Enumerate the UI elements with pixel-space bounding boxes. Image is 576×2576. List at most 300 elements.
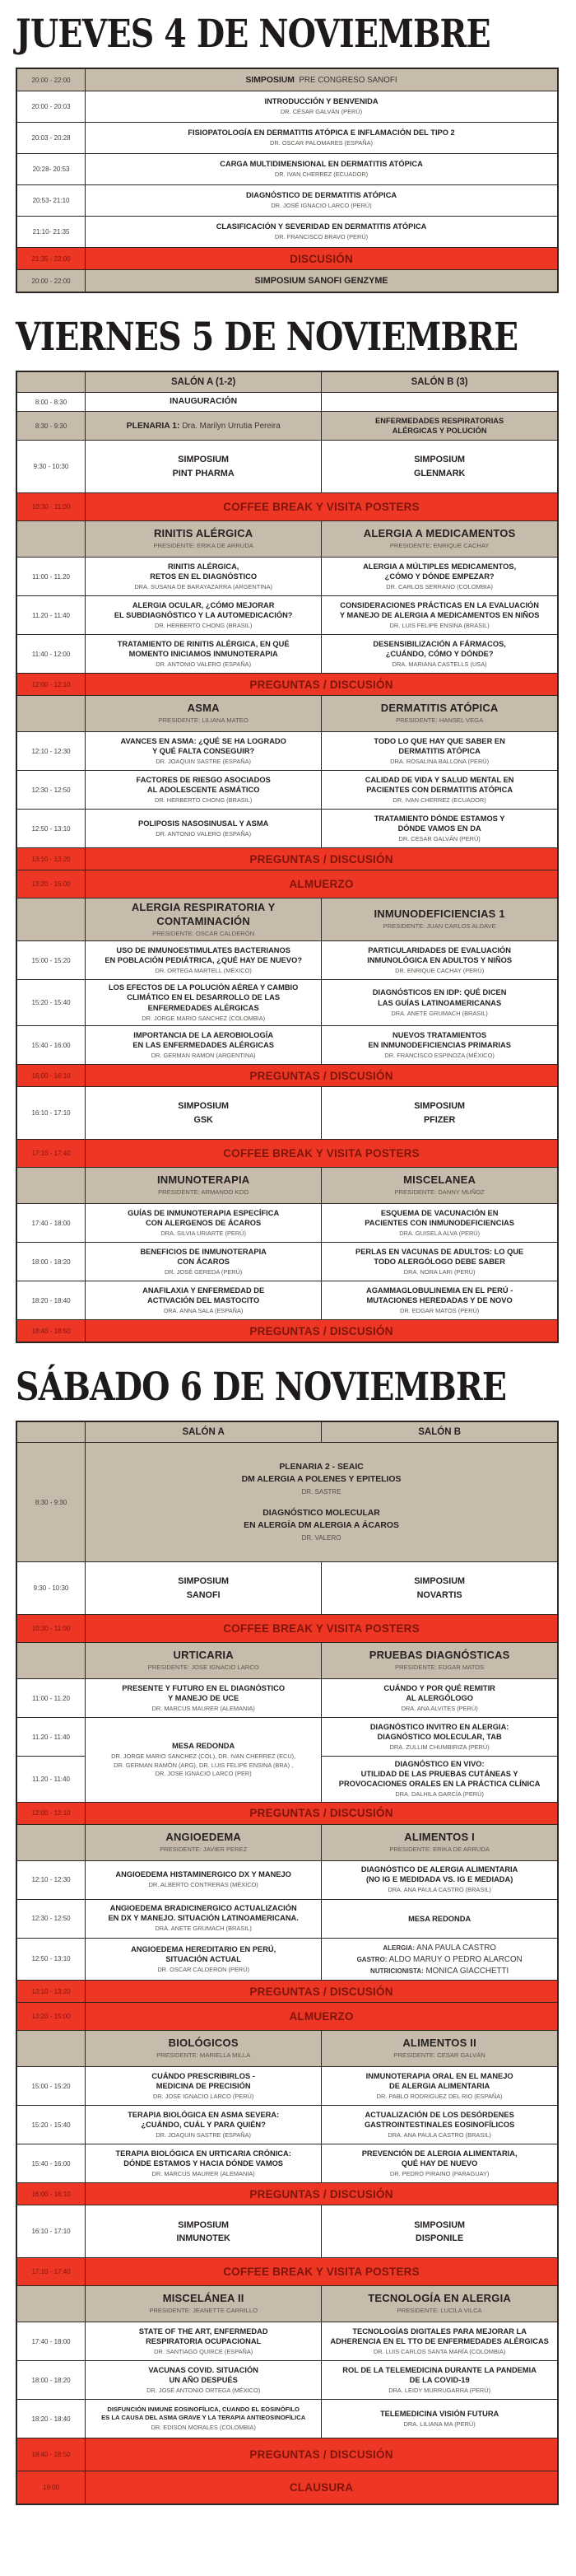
session-speaker: DR. ANTONIO VALERO (ESPAÑA) <box>156 660 252 668</box>
session-cell <box>322 1026 558 1065</box>
session-title: SIMPOSIUM SANOFI GENZYME <box>254 275 388 286</box>
session-cell <box>86 1718 322 1803</box>
session-speaker: DR. FRANCISCO BRAVO (PERÚ) <box>274 233 369 241</box>
session-cell <box>86 393 322 412</box>
plenary-line: DM ALERGIA A POLENES Y EPITELIOS <box>241 1475 402 1485</box>
band-cell: PREGUNTAS / DISCUSIÓN <box>86 2438 558 2471</box>
session-speaker: DR. JOSÉ IGNACIO LARCO (PERÚ) <box>271 202 372 210</box>
session-title: TECNOLOGÍA EN ALERGIA <box>368 2292 511 2305</box>
session-cell <box>322 1824 558 1860</box>
band-cell: COFFEE BREAK Y VISITA POSTERS <box>86 2258 558 2286</box>
session-cell <box>322 2106 558 2144</box>
table-row <box>16 521 558 558</box>
time-cell: 18:40 - 18:50 <box>16 2438 86 2471</box>
table-row <box>16 980 558 1026</box>
session-title: CUÁNDO Y POR QUÉ REMITIR AL ALERGÓLOGO <box>383 1683 495 1702</box>
session-speaker: DR. HERBERTO CHONG (BRASIL) <box>154 621 253 629</box>
session-speaker: DR. CESAR GALVÁN (PERÚ) <box>398 834 481 842</box>
plenary-line: DR. SASTRE <box>301 1487 341 1496</box>
text-segment: PRE CONGRESO SANOFI <box>294 75 397 85</box>
session-title: ANAFILAXIA Y ENFERMEDAD DE ACTIVACIÓN DEL MASTOCITO <box>142 1286 265 1304</box>
time-cell: 15:00 - 15:20 <box>16 2067 86 2106</box>
session-cell <box>86 2361 322 2400</box>
time-cell: 21:10- 21:35 <box>16 217 86 248</box>
band-row <box>16 2438 558 2471</box>
session-cell <box>86 558 322 596</box>
session-title: SIMPOSIUM GLENMARK <box>413 455 466 478</box>
column-header-row <box>16 1421 558 1443</box>
session-speaker: DR. JORGE MARIO SANCHEZ (COLOMBIA) <box>142 1014 266 1022</box>
salon-b-header: SALÓN B <box>322 1421 558 1443</box>
time-cell <box>16 1643 86 1679</box>
time-cell: 12:30 - 12:50 <box>16 771 86 810</box>
day-section-viernes <box>16 315 559 1343</box>
session-speaker: DR. OSCAR PALOMARES (ESPAÑA) <box>270 139 374 147</box>
session-cell <box>86 185 558 217</box>
session-title: CLASIFICACIÓN Y SEVERIDAD EN DERMATITIS ATÓPICA <box>216 222 427 231</box>
session-speaker: PRESIDENTE: JOSE IGNACIO LARCO <box>147 1664 259 1672</box>
session-title <box>90 422 317 431</box>
session-cell <box>86 441 322 493</box>
session-cell <box>322 558 558 596</box>
session-title: ANGIOEDEMA BRADICINERGICO ACTUALIZACIÓN EN DX Y MANEJO. SITUACIÓN LATINOAMERICANA. <box>108 1904 299 1923</box>
time-cell: 15:40 - 16:00 <box>16 1026 86 1065</box>
salon-a-header: SALÓN A <box>86 1421 322 1443</box>
session-cell <box>86 2067 322 2106</box>
table-row <box>16 91 558 123</box>
time-cell: 21:35 - 22:00 <box>16 248 86 270</box>
session-cell <box>322 1168 558 1204</box>
table-row <box>16 1204 558 1243</box>
session-title: MESA REDONDA <box>408 1914 471 1923</box>
session-cell <box>86 596 322 635</box>
session-speaker: DR. JOSÉ GEREDA (PERÚ) <box>164 1267 243 1276</box>
session-cell <box>86 270 558 293</box>
session-speaker: PRESIDENTE: LILIANA MATEO <box>158 716 249 725</box>
session-speaker: DR. EDGAR MATOS (PERÚ) <box>400 1306 480 1314</box>
time-cell <box>16 696 86 732</box>
session-speaker: DR. CÉSAR GALVÁN (PERÚ) <box>280 108 363 116</box>
session-speaker: DRA. ANA PAULA CASTRO (BRASIL) <box>388 1886 491 1894</box>
session-speaker: PRESIDENTE: ENRIQUE CACHAY <box>389 542 490 550</box>
session-title: DERMATITIS ATÓPICA <box>380 702 499 715</box>
schedule-table-viernes <box>16 371 559 1343</box>
text-segment: ANA PAULA CASTRO <box>415 1943 496 1953</box>
session-title: TRATAMIENTO DE RINITIS ALÉRGICA, EN QUÉ MOMENTO INICIAMOS INMUNOTERAPIA <box>117 639 290 658</box>
time-cell: 18:40 - 18:50 <box>16 1320 86 1343</box>
time-cell: 11:00 - 11.20 <box>16 1679 86 1718</box>
time-cell: 16:10 - 17:10 <box>16 1087 86 1140</box>
table-row <box>16 635 558 674</box>
session-cell <box>86 1643 322 1679</box>
session-cell <box>322 1281 558 1320</box>
session-cell <box>86 1938 322 1981</box>
session-speaker: PRESIDENTE: ERIKA DE ARRUDA <box>389 1845 490 1853</box>
session-title: ALIMENTOS I <box>404 1830 475 1843</box>
session-speaker: DR. EDISON MORALES (COLOMBIA) <box>151 2423 256 2431</box>
table-row <box>16 2400 558 2438</box>
session-cell <box>322 1899 558 1938</box>
session-cell <box>322 2205 558 2258</box>
time-cell: 12:10 - 12:30 <box>16 1860 86 1899</box>
session-speaker: PRESIDENTE: CESAR GALVÁN <box>393 2051 485 2060</box>
session-cell <box>86 154 558 185</box>
time-cell: 16:10 - 17:10 <box>16 2205 86 2258</box>
session-cell <box>322 1204 558 1243</box>
session-cell <box>86 941 322 980</box>
session-title: ANGIOEDEMA HISTAMINERGICO DX Y MANEJO <box>115 1870 291 1879</box>
time-cell: 9:30 - 10:30 <box>16 441 86 493</box>
session-cell <box>86 2286 322 2322</box>
band-row <box>16 1802 558 1824</box>
session-title: DIAGNÓSTICO INVITRO EN ALERGIA: DIAGNÓSTICO MOLECULAR, TAB <box>369 1722 509 1741</box>
session-speaker: DR. FRANCISCO ESPINOZA (MÉXICO) <box>384 1051 495 1059</box>
time-cell: 17:10 - 17:40 <box>16 1140 86 1168</box>
session-cell <box>322 2031 558 2067</box>
session-title: SIMPOSIUM NOVARTIS <box>414 1576 466 1600</box>
session-speaker: DRA. MARIANA CASTELLS (USA) <box>392 660 487 668</box>
session-speaker: DRA. DALHILA GARCÍA (PERÚ) <box>395 1790 484 1799</box>
plenary-line: EN ALERGÍA DM ALERGIA A ÁCAROS <box>244 1521 399 1531</box>
band-cell: PREGUNTAS / DISCUSIÓN <box>86 674 558 696</box>
salon-b-header: SALÓN B (3) <box>322 371 558 393</box>
session-title: ACTUALIZACIÓN DE LOS DESÓRDENES GASTROINTESTINALES EOSINOFÍLICOS <box>364 2110 515 2130</box>
plenary-line: PLENARIA 2 - SEAIC <box>279 1462 364 1472</box>
session-title: MISCELANEA <box>403 1174 476 1187</box>
session-cell <box>322 1938 558 1981</box>
session-cell <box>322 771 558 810</box>
session-cell <box>86 732 322 771</box>
session-title: USO DE INMUNOESTIMULATES BACTERIANOS EN POBLACIÓN PEDIÁTRICA, ¿QUÉ HAY DE NUEVO? <box>105 946 302 965</box>
session-cell <box>86 1168 322 1204</box>
session-title: FISIOPATOLOGÍA EN DERMATITIS ATÓPICA E INFLAMACIÓN DEL TIPO 2 <box>188 128 455 138</box>
session-speaker: DRA. GUISELA ALVA (PERÚ) <box>399 1229 481 1237</box>
session-title: RINITIS ALÉRGICA, RETOS EN EL DIAGNÓSTICO <box>150 562 258 581</box>
session-cell <box>322 810 558 848</box>
session-title: ESQUEMA DE VACUNACIÓN EN PACIENTES CON INMUNODEFICIENCIAS <box>365 1208 514 1227</box>
session-title: DIAGNÓSTICOS EN IDP: QUÉ DICEN LAS GUÍAS LATINOAMERICANAS <box>372 988 507 1007</box>
session-title: SIMPOSIUM PINT PHARMA <box>172 455 235 478</box>
table-row <box>16 2361 558 2400</box>
session-cell <box>322 696 558 732</box>
session-cell <box>86 771 322 810</box>
time-cell: 18:20 - 18:40 <box>16 1281 86 1320</box>
time-cell: 20:53- 21:10 <box>16 185 86 217</box>
session-speaker: DR. MARCUS MAURER (ALEMANIA) <box>151 1704 255 1712</box>
session-cell <box>322 1860 558 1899</box>
session-title: VACUNAS COVID. SITUACIÓN UN AÑO DESPUÉS <box>148 2365 258 2385</box>
time-cell <box>16 2031 86 2067</box>
table-row <box>16 393 558 412</box>
session-title: RINITIS ALÉRGICA <box>153 527 253 540</box>
table-row <box>16 1860 558 1899</box>
session-cell <box>86 123 558 154</box>
day-section-jueves <box>16 12 559 293</box>
session-cell <box>86 696 322 732</box>
session-speaker: PRESIDENTE: LUCILA VILCA <box>397 2307 482 2315</box>
session-speaker: DR. ORTEGA MARTELL (MÉXICO) <box>155 967 252 975</box>
time-cell: 20:00 - 20:03 <box>16 91 86 123</box>
session-cell <box>322 1718 558 1757</box>
session-speaker: PRESIDENTE: ARMANDO KOO <box>158 1188 249 1197</box>
time-cell: 20:00 - 22:00 <box>16 270 86 293</box>
session-title: ANGIOEDEMA <box>165 1830 241 1843</box>
time-cell: 11.20 - 11:40 <box>16 596 86 635</box>
session-title: DIAGNÓSTICO DE DERMATITIS ATÓPICA <box>245 191 397 200</box>
time-cell: 18:00 - 18:20 <box>16 2361 86 2400</box>
session-title: MESA REDONDA <box>172 1742 235 1751</box>
time-cell: 11.20 - 11:40 <box>16 1718 86 1757</box>
band-row <box>16 248 558 270</box>
table-row <box>16 68 558 91</box>
time-cell: 15:20 - 15:40 <box>16 980 86 1026</box>
table-row <box>16 1899 558 1938</box>
band-cell: COFFEE BREAK Y VISITA POSTERS <box>86 1140 558 1168</box>
table-row <box>16 1938 558 1981</box>
session-speaker: DR. IVAN CHERREZ (ECUADOR) <box>393 796 486 804</box>
text-segment: ALDO MARUY O PEDRO ALARCON <box>387 1954 523 1964</box>
session-speaker: DR. JOAQUIN SASTRE (ESPAÑA) <box>156 2131 251 2140</box>
band-cell: COFFEE BREAK Y VISITA POSTERS <box>86 493 558 521</box>
session-cell <box>86 2322 322 2361</box>
session-speaker: DR. LUIS FELIPE ENSINA (BRASIL) <box>389 621 490 629</box>
time-cell: 12:00 - 12:10 <box>16 674 86 696</box>
session-cell <box>322 898 558 941</box>
session-speaker: PRESIDENTE: ERIKA DE ARRUDA <box>153 542 253 550</box>
table-row <box>16 412 558 441</box>
session-speaker: PRESIDENTE: HANSEL VEGA <box>396 716 484 725</box>
band-cell: PREGUNTAS / DISCUSIÓN <box>86 1320 558 1343</box>
schedule-mount-viernes <box>16 371 559 1343</box>
session-speaker: DR. CARLOS SERRANO (COLOMBIA) <box>386 582 494 590</box>
session-title: ALERGIA RESPIRATORIA Y CONTAMINACIÓN <box>131 901 276 927</box>
time-cell: 17:10 - 17:40 <box>16 2258 86 2286</box>
session-speaker: PRESIDENTE: DANNY MUÑOZ <box>394 1188 485 1197</box>
session-speaker: DR. JOSÉ ANTONIO ORTEGA (MÉXICO) <box>146 2387 261 2395</box>
session-cell <box>86 1243 322 1281</box>
session-speaker: DR. PABLO RODRIGUEZ DEL RIO (ESPAÑA) <box>376 2093 503 2101</box>
session-cell <box>86 2031 322 2067</box>
time-cell: 12:00 - 12:10 <box>16 1802 86 1824</box>
session-speaker: DR. ANTONIO VALERO (ESPAÑA) <box>156 829 252 838</box>
table-row <box>16 558 558 596</box>
session-title: PERLAS EN VACUNAS DE ADULTOS: LO QUE TODO ALERGÓLOGO DEBE SABER <box>355 1247 524 1266</box>
text-segment: PLENARIA 1: <box>126 421 183 431</box>
table-row <box>16 2067 558 2106</box>
band-cell: PREGUNTAS / DISCUSIÓN <box>86 848 558 870</box>
session-title: SIMPOSIUM GSK <box>178 1101 230 1125</box>
table-row <box>16 1562 558 1615</box>
band-cell: PREGUNTAS / DISCUSIÓN <box>86 1981 558 2003</box>
session-cell <box>322 1087 558 1140</box>
session-speaker: DRA. ROSALINA BALLONA (PERÚ) <box>390 757 490 765</box>
session-speaker: PRESIDENTE: JUAN CARLOS ALDAVE <box>383 922 496 931</box>
session-title: DISFUNCIÓN INMUNE EOSINOFÍLICA, CUANDO EL EOSINÓFILO ES LA CAUSA DEL ASMA GRAVE Y LA TERAPIA ANTIEOSINOFÍLICA <box>101 2406 306 2422</box>
plenary-line: DR. VALERO <box>301 1533 341 1542</box>
table-row <box>16 732 558 771</box>
band-cell: COFFEE BREAK Y VISITA POSTERS <box>86 1615 558 1643</box>
session-cell <box>86 898 322 941</box>
session-cell <box>322 2361 558 2400</box>
time-cell: 17:40 - 18:00 <box>16 2322 86 2361</box>
text-segment: Dra. Marilyn Urrutia Pereira <box>182 421 281 431</box>
time-cell: 16:00 - 16:10 <box>16 1065 86 1087</box>
time-cell: 20:00 - 22:00 <box>16 68 86 91</box>
table-row <box>16 1026 558 1065</box>
session-title: ROL DE LA TELEMEDICINA DURANTE LA PANDEMIA DE LA COVID-19 <box>342 2365 537 2385</box>
table-row <box>16 123 558 154</box>
session-cell <box>86 635 322 674</box>
session-cell <box>86 2400 322 2438</box>
time-cell <box>16 1421 86 1443</box>
session-cell <box>86 1281 322 1320</box>
session-title: SIMPOSIUM INMUNOTEK <box>176 2219 230 2243</box>
time-cell: 16:00 - 16:10 <box>16 2183 86 2205</box>
session-title <box>90 76 553 85</box>
session-title: GUÍAS DE INMUNOTERAPIA ESPECÍFICA CON ALERGENOS DE ÁCAROS <box>128 1208 280 1227</box>
session-cell <box>322 1643 558 1679</box>
session-speaker: DRA. LEIDY MURRUGARRA (PERÚ) <box>388 2387 491 2395</box>
band-row <box>16 848 558 870</box>
session-speaker: DR. JORGE MARIO SANCHEZ (COL), DR. IVAN CHERREZ (ECU), DR. GERMAN RAMÓN (ARG), DR. LUIS FELIPE ENSINA (BRA) , DR. JOSE IGNACIO LARCO (PER) <box>111 1752 296 1778</box>
table-row <box>16 1643 558 1679</box>
session-title: PREVENCIÓN DE ALERGIA ALIMENTARIA, QUÉ HAY DE NUEVO <box>361 2149 518 2168</box>
session-title: DIAGNÓSTICO DE ALERGIA ALIMENTARIA (NO IG E MEDIDADA VS. IG E MEDIADA) <box>360 1865 518 1884</box>
session-cell <box>86 1087 322 1140</box>
session-title: STATE OF THE ART, ENFERMEDAD RESPIRATORIA OCUPACIONAL <box>138 2326 268 2346</box>
band-cell: PREGUNTAS / DISCUSIÓN <box>86 1065 558 1087</box>
session-speaker: PRESIDENTE: JEANETTE CARRILLO <box>149 2307 258 2315</box>
session-title: FACTORES DE RIESGO ASOCIADOS AL ADOLESCENTE ASMÁTICO <box>136 775 271 794</box>
time-cell: 12:50 - 13:10 <box>16 1938 86 1981</box>
session-cell <box>322 393 558 412</box>
session-speaker: DRA. SILVIA URIARTE (PERÚ) <box>160 1229 246 1237</box>
session-cell <box>86 2144 322 2183</box>
band-row <box>16 674 558 696</box>
plenary-line <box>90 1498 553 1507</box>
time-cell: 10:30 - 11:00 <box>16 493 86 521</box>
session-cell <box>322 412 558 441</box>
session-speaker: DR. JOSE IGNACIO LARCO (PERÚ) <box>152 2093 254 2101</box>
day-section-sabado <box>16 1365 559 2505</box>
table-row <box>16 1087 558 1140</box>
time-cell: 11.20 - 11:40 <box>16 1757 86 1803</box>
session-title: TERAPIA BIOLÓGICA EN URTICARIA CRÓNICA: DÓNDE ESTAMOS Y HACIA DÓNDE VAMOS <box>115 2149 291 2168</box>
table-row <box>16 941 558 980</box>
session-speaker: PRESIDENTE: JAVIER PEREZ <box>160 1845 248 1853</box>
time-cell: 10:30 - 11:00 <box>16 1615 86 1643</box>
session-cell <box>322 635 558 674</box>
session-cell <box>86 521 322 558</box>
time-cell: 13:10 - 13:20 <box>16 848 86 870</box>
session-title: ASMA <box>187 702 220 715</box>
session-title: POLIPOSIS NASOSINUSAL Y ASMA <box>138 819 269 828</box>
time-cell: 12:50 - 13:10 <box>16 810 86 848</box>
session-title: INMUNODEFICIENCIAS 1 <box>374 908 505 921</box>
session-speaker: DRA. SUSANA DE BARAYAZARRA (ARGENTINA) <box>134 582 272 590</box>
text-segment: ALERGIA: <box>383 1944 415 1952</box>
session-title: CALIDAD DE VIDA Y SALUD MENTAL EN PACIENTES CON DERMATITIS ATÓPICA <box>365 775 514 794</box>
table-row <box>16 441 558 493</box>
table-row <box>16 1243 558 1281</box>
band-row <box>16 493 558 521</box>
table-row <box>16 2205 558 2258</box>
column-header-row <box>16 371 558 393</box>
table-row <box>16 2106 558 2144</box>
session-speaker: PRESIDENTE: OSCAR CALDERÓN <box>152 929 255 937</box>
session-title: PRESENTE Y FUTURO EN EL DIAGNÓSTICO Y MANEJO DE UCE <box>122 1683 286 1702</box>
text-segment: GASTRO: <box>356 1955 388 1963</box>
session-title: CONSIDERACIONES PRÁCTICAS EN LA EVALUACIÓN Y MANEJO DE ALERGIA A MEDICAMENTOS EN NIÑOS <box>339 600 540 619</box>
session-speaker: DR. GERMAN RAMON (ARGENTINA) <box>151 1051 256 1059</box>
table-row <box>16 2322 558 2361</box>
session-title: SIMPOSIUM PFIZER <box>414 1101 466 1125</box>
table-row <box>16 2031 558 2067</box>
session-title: ANGIOEDEMA HEREDITARIO EN PERÚ, SITUACIÓN ACTUAL <box>131 1944 276 1963</box>
session-title: INAUGURACIÓN <box>170 397 238 407</box>
table-row <box>16 810 558 848</box>
schedule-mount-sabado <box>16 1421 559 2505</box>
table-row <box>16 596 558 635</box>
time-cell: 11:00 - 11.20 <box>16 558 86 596</box>
session-title: SIMPOSIUM SANOFI <box>178 1576 230 1600</box>
session-title: ENFERMEDADES RESPIRATORIAS ALÉRGICAS Y POLUCIÓN <box>375 416 504 435</box>
band-cell: DISCUSIÓN <box>86 248 558 270</box>
session-title: TODO LO QUE HAY QUE SABER EN DERMATITIS ATÓPICA <box>374 736 505 755</box>
session-cell <box>322 941 558 980</box>
session-title: INMUNOTERAPIA ORAL EN EL MANEJO DE ALERGIA ALIMENTARIA <box>365 2071 513 2091</box>
time-cell <box>16 1824 86 1860</box>
session-speaker: DR. JOAQUIN SASTRE (ESPAÑA) <box>156 757 251 765</box>
session-title: BIOLÓGICOS <box>168 2037 239 2050</box>
time-cell: 18:00 - 18:20 <box>16 1243 86 1281</box>
table-row <box>16 1824 558 1860</box>
session-cell <box>86 2205 322 2258</box>
band-row <box>16 2003 558 2031</box>
text-segment: SIMPOSIUM <box>245 75 295 85</box>
day-title-viernes: VIERNES 5 DE NOVIEMBRE <box>16 315 518 360</box>
time-cell: 13:20 - 15:00 <box>16 870 86 898</box>
session-title: IMPORTANCIA DE LA AEROBIOLOGÍA EN LAS ENFERMEDADES ALÉRGICAS <box>132 1030 274 1049</box>
session-speaker: DR. IVAN CHERREZ (ECUADOR) <box>274 170 369 179</box>
time-cell <box>16 898 86 941</box>
session-cell <box>322 2400 558 2438</box>
band-cell: ALMUERZO <box>86 870 558 898</box>
session-cell <box>86 1562 322 1615</box>
session-title: TECNOLOGÍAS DIGITALES PARA MEJORAR LA ADHERENCIA EN EL TTO DE ENFERMEDADES ALÉRGICAS <box>330 2326 549 2346</box>
session-cell <box>322 596 558 635</box>
time-cell: 19:00 <box>16 2471 86 2505</box>
time-cell: 12:10 - 12:30 <box>16 732 86 771</box>
time-cell: 13:20 - 15:00 <box>16 2003 86 2031</box>
session-cell <box>322 2067 558 2106</box>
table-row <box>16 1168 558 1204</box>
schedule-table-jueves <box>16 68 559 293</box>
session-title: TERAPIA BIOLÓGICA EN ASMA SEVERA: ¿CUÁNDO, CUÁL Y PARA QUIÉN? <box>128 2110 280 2130</box>
time-cell <box>16 2286 86 2322</box>
time-cell <box>16 371 86 393</box>
session-title: LOS EFECTOS DE LA POLUCIÓN AÉREA Y CAMBIO CLIMÁTICO EN EL DESARROLLO DE LAS ENFERMEDADES ALÉRGICAS <box>108 983 299 1012</box>
session-title: AGAMMAGLOBULINEMIA EN EL PERÚ - MUTACIONES HEREDADAS Y DE NOVO <box>366 1286 513 1304</box>
session-cell <box>86 91 558 123</box>
session-title: ALIMENTOS II <box>402 2037 476 2050</box>
session-speaker: DRA. LILIANA MA (PERÚ) <box>403 2420 476 2429</box>
time-cell <box>16 1168 86 1204</box>
session-speaker: PRESIDENTE: EDGAR MATOS <box>395 1664 485 1672</box>
session-cell <box>86 2106 322 2144</box>
time-cell: 15:00 - 15:20 <box>16 941 86 980</box>
time-cell: 8:30 - 9:30 <box>16 1443 86 1562</box>
